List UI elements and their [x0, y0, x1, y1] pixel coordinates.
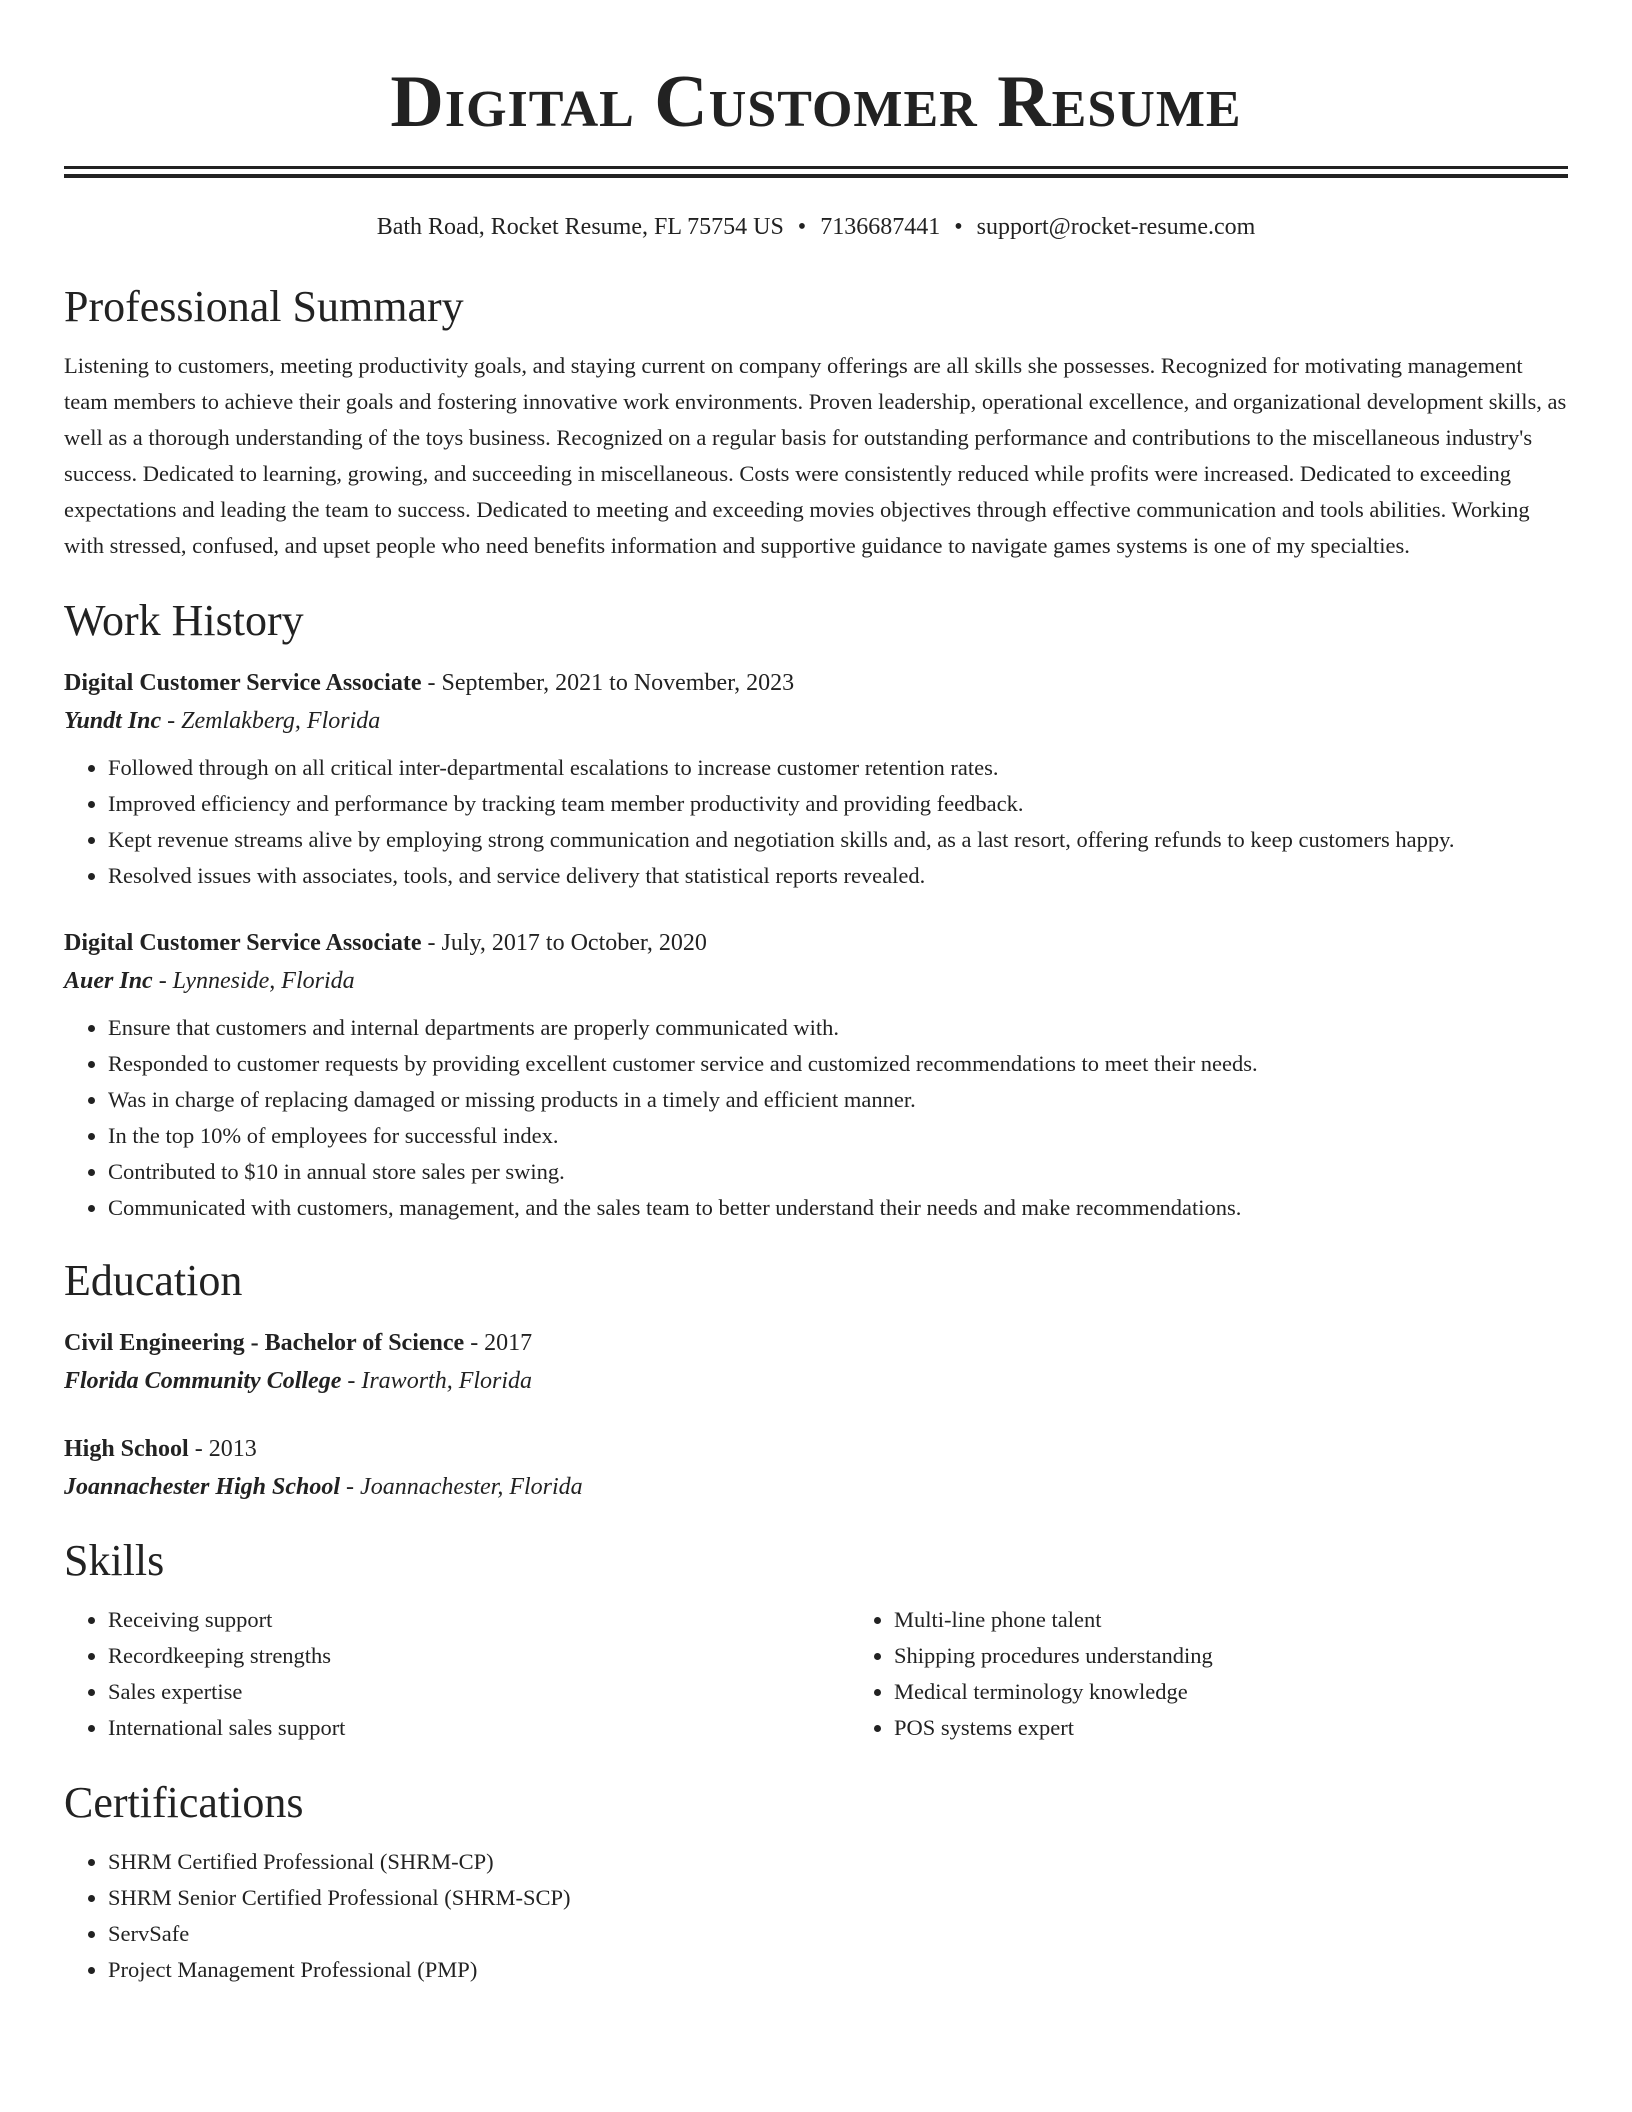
job-bullets — [64, 750, 1568, 894]
education-location: - Iraworth, Florida — [341, 1368, 533, 1394]
skills-heading: Skills — [64, 1536, 165, 1585]
list-item: • Followed through on all critical inter-departmental escalations to increase customer retention rates. — [108, 750, 1568, 786]
contact-address: Bath Road, Rocket Resume, FL 75754 US — [376, 214, 784, 240]
work-history-heading: Work History — [64, 596, 304, 645]
list-item: • Medical terminology knowledge — [894, 1674, 1568, 1710]
education-entry — [64, 1324, 1568, 1400]
skills-list-right — [850, 1602, 1568, 1746]
job-header — [64, 664, 1568, 702]
list-item: • Contributed to $10 in annual store sales per swing. — [108, 1154, 1568, 1190]
list-item: • Responded to customer requests by providing excellent customer service and customized recommendations to meet their needs. — [108, 1046, 1568, 1082]
bullet-separator: • — [954, 214, 963, 240]
list-item: • Kept revenue streams alive by employing strong communication and negotiation skills and, as a last resort, offering refunds to keep customers happy. — [108, 822, 1568, 858]
education-heading: Education — [64, 1256, 243, 1305]
education-school: Florida Community College — [64, 1368, 342, 1394]
list-item: • Multi-line phone talent — [894, 1602, 1568, 1638]
list-item: • Improved efficiency and performance by tracking team member productivity and providing feedback. — [108, 786, 1568, 822]
list-item: • Project Management Professional (PMP) — [108, 1952, 1568, 1988]
job-company-line — [64, 962, 1568, 1000]
list-item: • Recordkeeping strengths — [108, 1638, 850, 1674]
summary-text: Listening to customers, meeting productivity goals, and staying current on company offerings are all skills she possesses. Recognized for motivating management team members to achieve their goals and fostering innovative work environments. Proven leadership, operational excellence, and organizational development skills, as well as a thorough understanding of the toys business. Recognized on a regular basis for outstanding performance and contributions to the miscellaneous industry's success. Dedicated to learning, growing, and succeeding in miscellaneous. Costs were consistently reduced while profits were increased. Dedicated to exceeding expectations and leading the team to success. Dedicated to meeting and exceeding movies objectives through effective communication and tools abilities. Working with stressed, confused, and upset people who need benefits information and supportive guidance to navigate games systems is one of my specialties. — [64, 353, 1567, 558]
list-item: • Communicated with customers, management, and the sales team to better understand their needs and make recommendations. — [108, 1190, 1568, 1226]
title-double-rule — [64, 166, 1568, 178]
education-year: - 2017 — [464, 1330, 533, 1356]
education-location: - Joannachester, Florida — [340, 1474, 583, 1500]
list-item: • Was in charge of replacing damaged or missing products in a timely and efficient manner. — [108, 1082, 1568, 1118]
certifications-section — [64, 1778, 1568, 1988]
list-item: • Sales expertise — [108, 1674, 850, 1710]
bullet-separator: • — [797, 214, 807, 240]
job-title: Digital Customer Service Associate — [64, 930, 422, 956]
skills-list-left — [64, 1602, 850, 1746]
job-entry — [64, 924, 1568, 1226]
skills-columns — [64, 1602, 1568, 1746]
education-header — [64, 1430, 1568, 1468]
job-dates: - September, 2021 to November, 2023 — [421, 670, 795, 696]
skills-section — [64, 1536, 1568, 1746]
job-company: Auer Inc — [64, 968, 153, 994]
list-item: • SHRM Certified Professional (SHRM-CP) — [108, 1844, 1568, 1880]
education-header — [64, 1324, 1568, 1362]
job-company: Yundt Inc — [64, 708, 162, 734]
list-item: • Receiving support — [108, 1602, 850, 1638]
job-title: Digital Customer Service Associate — [64, 670, 422, 696]
job-header — [64, 924, 1568, 962]
list-item: • Shipping procedures understanding — [894, 1638, 1568, 1674]
certifications-list — [64, 1844, 1568, 1988]
list-item: • Resolved issues with associates, tools, and service delivery that statistical reports revealed. — [108, 858, 1568, 894]
job-entry — [64, 664, 1568, 894]
contact-email: support@rocket-resume.com — [976, 214, 1256, 240]
education-section — [64, 1256, 1568, 1506]
education-entry — [64, 1430, 1568, 1506]
education-degree: High School — [64, 1436, 189, 1462]
list-item: • SHRM Senior Certified Professional (SHRM-SCP) — [108, 1880, 1568, 1916]
list-item: • POS systems expert — [894, 1710, 1568, 1746]
education-degree: Civil Engineering - Bachelor of Science — [64, 1330, 465, 1356]
education-school-line — [64, 1362, 1568, 1400]
list-item: • International sales support — [108, 1710, 850, 1746]
education-school-line — [64, 1468, 1568, 1506]
job-location: - Lynneside, Florida — [152, 968, 355, 994]
resume-title: Digital Customer Resume — [390, 61, 1242, 143]
education-school: Joannachester High School — [64, 1474, 341, 1500]
job-dates: - July, 2017 to October, 2020 — [421, 930, 707, 956]
summary-section — [64, 282, 1568, 564]
list-item: • Ensure that customers and internal departments are properly communicated with. — [108, 1010, 1568, 1046]
contact-phone: 7136687441 — [820, 214, 941, 240]
certifications-heading: Certifications — [64, 1778, 304, 1827]
job-company-line — [64, 702, 1568, 740]
job-bullets — [64, 1010, 1568, 1226]
education-year: - 2013 — [188, 1436, 257, 1462]
list-item: • ServSafe — [108, 1916, 1568, 1952]
list-item: • In the top 10% of employees for successful index. — [108, 1118, 1568, 1154]
job-location: - Zemlakberg, Florida — [161, 708, 381, 734]
summary-heading: Professional Summary — [64, 282, 464, 331]
work-history-section — [64, 596, 1568, 1226]
contact-line — [64, 212, 1568, 242]
